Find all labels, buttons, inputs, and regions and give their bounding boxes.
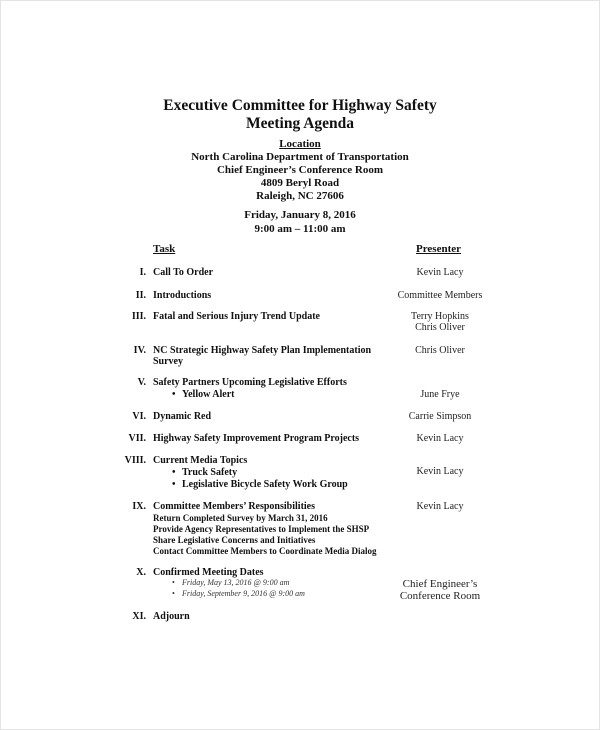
location-line: Chief Engineer’s Conference Room — [216, 164, 384, 176]
item-presenter: Chief Engineer’s — [402, 578, 478, 590]
item-numeral: III. — [131, 311, 146, 322]
bullet-text: Friday, May 13, 2016 @ 9:00 am — [182, 578, 290, 587]
item-numeral: II. — [135, 290, 146, 301]
item-presenter: Kevin Lacy — [416, 433, 464, 444]
item-numeral: IV. — [133, 345, 146, 356]
item-title: Committee Members’ Responsibilities — [153, 501, 316, 512]
location-label: Location — [279, 138, 321, 150]
item-numeral: VI. — [132, 411, 146, 422]
item-subline — [170, 479, 348, 490]
item-subline — [170, 578, 289, 587]
item-subline — [170, 389, 235, 400]
item-subline: Contact Committee Members to Coordinate Media Dialog — [153, 546, 377, 556]
item-presenter: June Frye — [420, 389, 460, 400]
item-presenter: Kevin Lacy — [416, 501, 464, 512]
item-presenter: Terry Hopkins — [411, 311, 469, 322]
location-line: North Carolina Department of Transportation — [191, 151, 409, 163]
bullet-text: Yellow Alert — [182, 389, 235, 400]
location-line: 4809 Beryl Road — [260, 177, 340, 189]
item-title: Confirmed Meeting Dates — [153, 567, 264, 578]
item-numeral: I. — [139, 267, 146, 278]
item-presenter: Conference Room — [399, 590, 481, 602]
title-line-1: Executive Committee for Highway Safety — [163, 97, 437, 114]
item-title: Dynamic Red — [153, 411, 212, 422]
task-column-header: Task — [153, 243, 176, 255]
bullet-text: Legislative Bicycle Safety Work Group — [182, 479, 348, 490]
item-numeral: VIII. — [124, 455, 146, 466]
item-numeral: X. — [136, 567, 146, 578]
item-presenter: Chris Oliver — [415, 345, 465, 356]
item-presenter: Chris Oliver — [415, 322, 465, 333]
bullet-text: Truck Safety — [182, 467, 238, 478]
item-subline: Provide Agency Representatives to Implement the SHSP — [153, 524, 370, 534]
item-presenter: Kevin Lacy — [416, 466, 464, 477]
item-presenter: Kevin Lacy — [416, 267, 464, 278]
item-presenter: Committee Members — [397, 290, 483, 301]
meeting-date: Friday, January 8, 2016 — [244, 209, 356, 221]
item-title: Highway Safety Improvement Program Projects — [153, 433, 360, 444]
item-subline: Share Legislative Concerns and Initiatives — [153, 535, 316, 545]
item-presenter: Carrie Simpson — [408, 411, 472, 422]
item-numeral: XI. — [132, 611, 146, 622]
item-subline: Return Completed Survey by March 31, 2016 — [153, 513, 328, 523]
item-numeral: IX. — [132, 501, 146, 512]
item-title: Current Media Topics — [153, 455, 248, 466]
presenter-column-header: Presenter — [416, 243, 461, 255]
item-numeral: V. — [137, 377, 146, 388]
bullet-text: Friday, September 9, 2016 @ 9:00 am — [182, 589, 305, 598]
item-title: Introductions — [153, 290, 212, 301]
item-title: NC Strategic Highway Safety Plan Implementation — [153, 345, 372, 356]
meeting-time: 9:00 am – 11:00 am — [254, 223, 346, 235]
item-subline — [170, 589, 305, 598]
location-line: Raleigh, NC 27606 — [256, 190, 344, 202]
item-subline — [170, 467, 237, 478]
item-title: Safety Partners Upcoming Legislative Efforts — [153, 377, 347, 388]
item-title: Survey — [153, 356, 183, 367]
item-title: Fatal and Serious Injury Trend Update — [153, 311, 320, 322]
item-title: Call To Order — [153, 267, 214, 278]
item-numeral: VII. — [128, 433, 146, 444]
title-line-2: Meeting Agenda — [245, 115, 355, 132]
item-title: Adjourn — [153, 611, 190, 622]
